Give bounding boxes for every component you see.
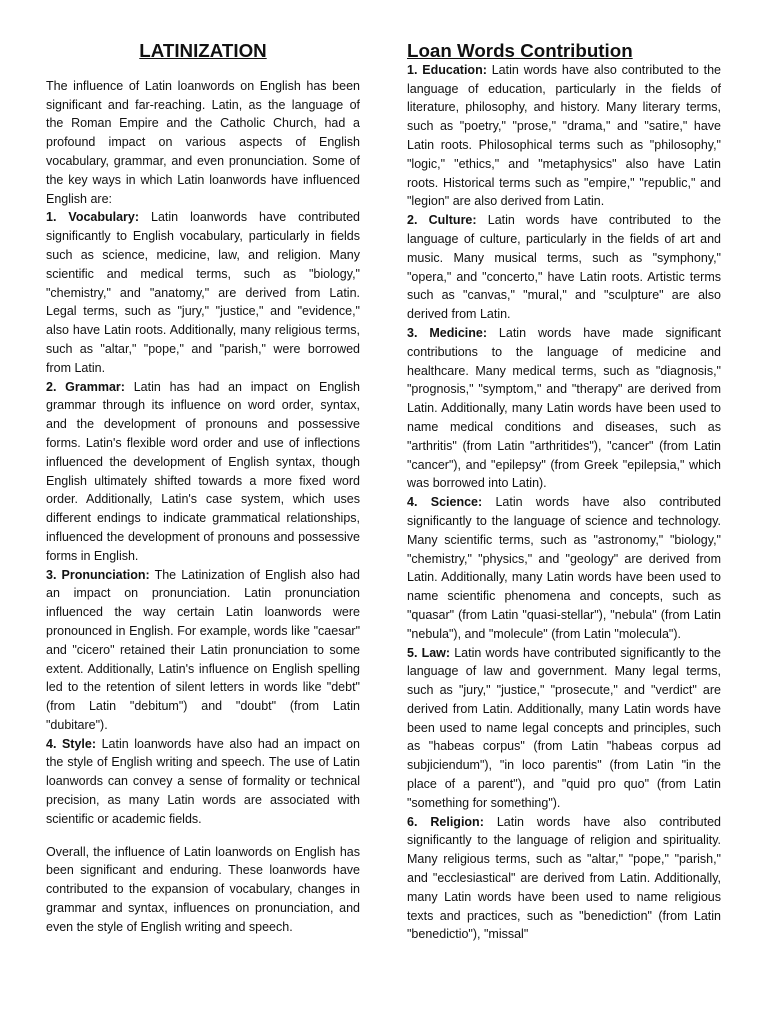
item-label: 2. Grammar: <box>46 379 125 394</box>
item-label: 3. Pronunciation: <box>46 567 150 582</box>
item-text: Latin words have contributed significantly to the language of law and government. Many legal terms, such as "jury," "justice," "prosecute," and "verdict" are derived from Latin. Additionally, many Latin words have been used to name legal concepts and principles, such as "habeas corpus" (from Latin "habeas corpus ad subjiciendum"), "in loco parentis" (from Latin "in the place of a parent"), and "quid pro quo" (from Latin "something for something"). <box>407 645 721 810</box>
list-item-culture <box>407 211 721 324</box>
item-text: Latin words have also contributed to the language of education, particularly in the fields of literature, philosophy, and history. Many literary terms, such as "poetry," "prose," "drama," and "satire," have Latin roots. Philosophical terms such as "philosophy," "logic," "ethics," and "metaphysics" also have Latin roots. Historical terms such as "empire," "republic," and "legion" are also derived from Latin. <box>407 62 721 209</box>
list-item-style <box>46 735 360 829</box>
item-label: 3. Medicine: <box>407 325 487 340</box>
item-label: 2. Culture: <box>407 213 477 228</box>
item-text: Latin words have contributed to the language of culture, particularly in the fields of art and music. Many musical terms, such as "symphony," "opera," and "concerto," have Latin roots. Artistic terms such as "canvas," "mural," and "sculpture" are also derived from Latin. <box>407 213 721 322</box>
item-text: The Latinization of English also had an impact on pronunciation. Latin pronunciation influenced the way certain Latin loanwords were pronounced in English. For example, words like "caesar" and "cicero" retained their Latin pronunciation to some extent. Additionally, Latin's influence on English spelling led to the retention of silent letters in words like "debt" (from Latin "debitum") and "doubt" (from Latin "dubitare"). <box>46 567 360 732</box>
list-item-science <box>407 493 721 643</box>
list-item-pronunciation <box>46 566 360 735</box>
right-column <box>407 42 721 944</box>
loan-words-title: Loan Words Contribution <box>407 40 633 61</box>
left-column <box>46 42 360 937</box>
item-text: Latin words have made significant contributions to the language of medicine and healthcare. Many medical terms, such as "diagnosis," "prognosis," "symptom," and "therapy" are derived from Latin. Additionally, many Latin words have been used to name medical conditions and diseases, such as "arthritis" (from Latin "arthritides"), "cancer" (from Latin "cancer"), and "epilepsy" (from Greek "epilepsia," which was borrowed into Latin). <box>407 325 721 491</box>
item-text: Latin loanwords have contributed significantly to English vocabulary, particularly in fields such as science, medicine, law, and religion. Many scientific and medical terms, such as "biology," "chemistry," and "anatomy," are derived from Latin. Legal terms, such as "jury," "justice," and "evidence," also have Latin roots. Additionally, many religious terms, such as "altar," "pope," and "parish," were borrowed from Latin. <box>46 210 360 375</box>
item-text: Latin words have also contributed significantly to the language of science and technology. Many scientific terms, such as "astronomy," "biology," "chemistry," "physics," and "geology" are derived from Latin. Additionally, many Latin words have been used to name scientific phenomena and concepts, such as "quasar" (from Latin "quasi-stellar"), "nebula" (from Latin "nebula"), and "molecule" (from Latin "molecula"). <box>407 495 721 641</box>
item-text: Latin loanwords have also had an impact on the style of English writing and speech. The use of Latin loanwords can convey a sense of formality or technical precision, as many Latin words are associated with scientific or academic fields. <box>46 736 360 826</box>
item-text: Latin has had an impact on English grammar through its influence on word order, syntax, and the development of pronouns and possessive forms. Latin's flexible word order and use of inflections influenced the development of English syntax, though English ultimately shifted towards a more fixed word order. Additionally, Latin's case system, which uses different endings to indicate grammatical relationships, influenced the development of pronouns and possessive forms in English. <box>46 379 360 563</box>
list-item-religion <box>407 813 721 945</box>
item-label: 1. Vocabulary: <box>46 210 140 225</box>
item-label: 5. Law: <box>407 645 451 660</box>
item-label: 6. Religion: <box>407 814 484 829</box>
intro-paragraph: The influence of Latin loanwords on English has been significant and far-reaching. Latin, as the language of the Roman Empire and the Catholic Church, had a profound impact on various aspects of English vocabulary, grammar, and even pronunciation. Some of the key ways in which Latin loanwords have influenced English are: <box>46 78 360 206</box>
item-text: Latin words have also contributed significantly to the language of religion and spirituality. Many religious terms, such as "altar," "pope," "parish," and "ecclesiastical" are derived from Latin. Additionally, many Latin words have been used to name religious texts and practices, such as "benediction" (from Latin "benedictio"), "missal" <box>407 814 721 942</box>
item-label: 1. Education: <box>407 62 487 77</box>
latinization-title: LATINIZATION <box>139 40 267 61</box>
list-item-law <box>407 644 721 813</box>
conclusion-paragraph: Overall, the influence of Latin loanwords on English has been significant and enduring. These loanwords have contributed to the expansion of vocabulary, changes in grammar and syntax, influences on pronunciation, and even the style of English writing and speech. <box>46 844 360 934</box>
item-label: 4. Science: <box>407 495 483 510</box>
list-item-medicine <box>407 324 721 493</box>
item-label: 4. Style: <box>46 736 97 751</box>
list-item-education <box>407 61 721 211</box>
list-item-vocabulary <box>46 208 360 377</box>
list-item-grammar <box>46 378 360 566</box>
